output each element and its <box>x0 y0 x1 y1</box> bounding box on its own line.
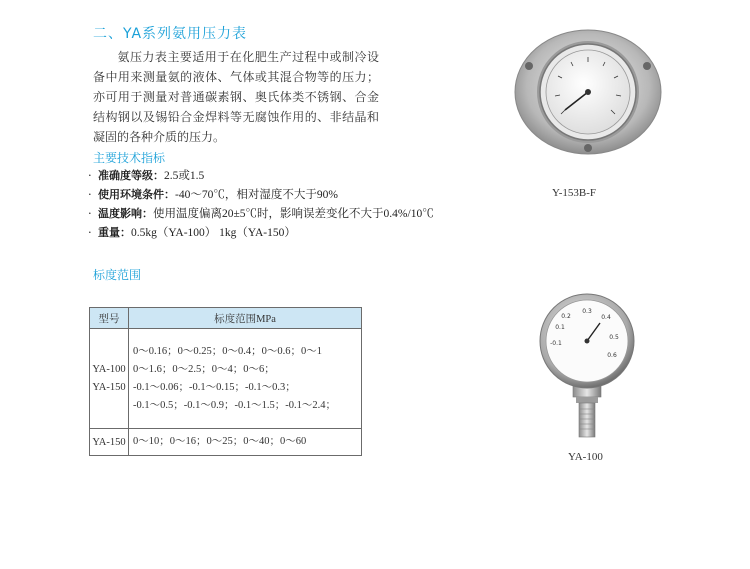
model-name: YA-150 <box>92 381 126 393</box>
table-header-range: 标度范围MPa <box>129 308 362 329</box>
gauge-dial-label: 0.2 <box>561 313 571 320</box>
table-header-model: 型号 <box>90 308 129 329</box>
gauge-dial-label: 0.5 <box>609 334 619 341</box>
range-line: 0～0.16；0～0.25；0～0.4；0～0.6；0～1 <box>133 346 322 357</box>
gauge-dial-label: 0.6 <box>607 352 617 359</box>
spec-item: · 温度影响：使用温度偏离20±5℃时，影响误差变化不大于0.4%/10℃ <box>88 206 434 220</box>
table-cell-model <box>90 429 129 456</box>
caption-ya100: YA-100 <box>568 451 603 463</box>
table-row <box>90 429 362 456</box>
specs-list <box>88 166 488 242</box>
intro-text: 氨压力表主要适用于在化肥生产过程中或制冷设备中用来测量氨的液体、气体或其混合物等的压力；亦可用于测量对普通碳素钢、奥氏体类不锈钢、合金结构钢以及锡铅合金焊料等无腐蚀作用的、非结晶和凝固的各种介质的压力。 <box>93 50 379 144</box>
spec-value: 0.5kg（YA-100） 1kg（YA-150） <box>131 227 296 239</box>
model-name: YA-150 <box>92 436 126 448</box>
range-line: 0～1.6；0～2.5；0～4；0～6； <box>133 364 275 375</box>
model-name: YA-100 <box>92 363 126 375</box>
gauge-dial-label: 0.1 <box>555 324 565 331</box>
specs-heading: 主要技术指标 <box>93 151 166 165</box>
spec-item: · 使用环境条件：-40～70℃，相对湿度不大于90% <box>88 187 338 201</box>
gauge-photo-ya100 <box>528 293 648 443</box>
table-cell-model <box>90 329 129 429</box>
spec-key: 准确度等级： <box>98 169 164 182</box>
range-heading: 标度范围 <box>93 268 142 282</box>
range-line: -0.1～0.06；-0.1～0.15；-0.1～0.3； <box>133 382 296 393</box>
gauge-dial-label: -0.1 <box>550 340 562 347</box>
intro-paragraph <box>93 47 379 147</box>
gauge-photo-y153bf <box>513 26 663 156</box>
spec-key: 使用环境条件： <box>98 188 175 201</box>
spec-key: 重量： <box>98 226 131 239</box>
gauge-dial-label: 0.3 <box>582 308 592 315</box>
gauge-dial-label: 0.4 <box>601 314 611 321</box>
spec-value: -40～70℃，相对湿度不大于90% <box>175 189 338 201</box>
spec-value: 2.5或1.5 <box>164 170 205 182</box>
range-table <box>89 307 362 456</box>
table-cell-ranges <box>129 329 362 429</box>
caption-y153bf: Y-153B-F <box>552 187 597 199</box>
table-cell-ranges <box>129 429 362 456</box>
section-title: 二、YA系列氨用压力表 <box>93 26 248 42</box>
spec-item: · 准确度等级：2.5或1.5 <box>88 168 205 182</box>
spec-key: 温度影响： <box>98 207 153 220</box>
range-line: 0～10；0～16；0～25；0～40；0～60 <box>133 436 307 447</box>
range-line: -0.1～0.5；-0.1～0.9；-0.1～1.5；-0.1～2.4； <box>133 400 336 411</box>
spec-value: 使用温度偏离20±5℃时，影响误差变化不大于0.4%/10℃ <box>153 208 434 220</box>
table-header-row <box>90 308 362 329</box>
table-row <box>90 329 362 429</box>
spec-item: · 重量：0.5kg（YA-100） 1kg（YA-150） <box>88 225 296 239</box>
